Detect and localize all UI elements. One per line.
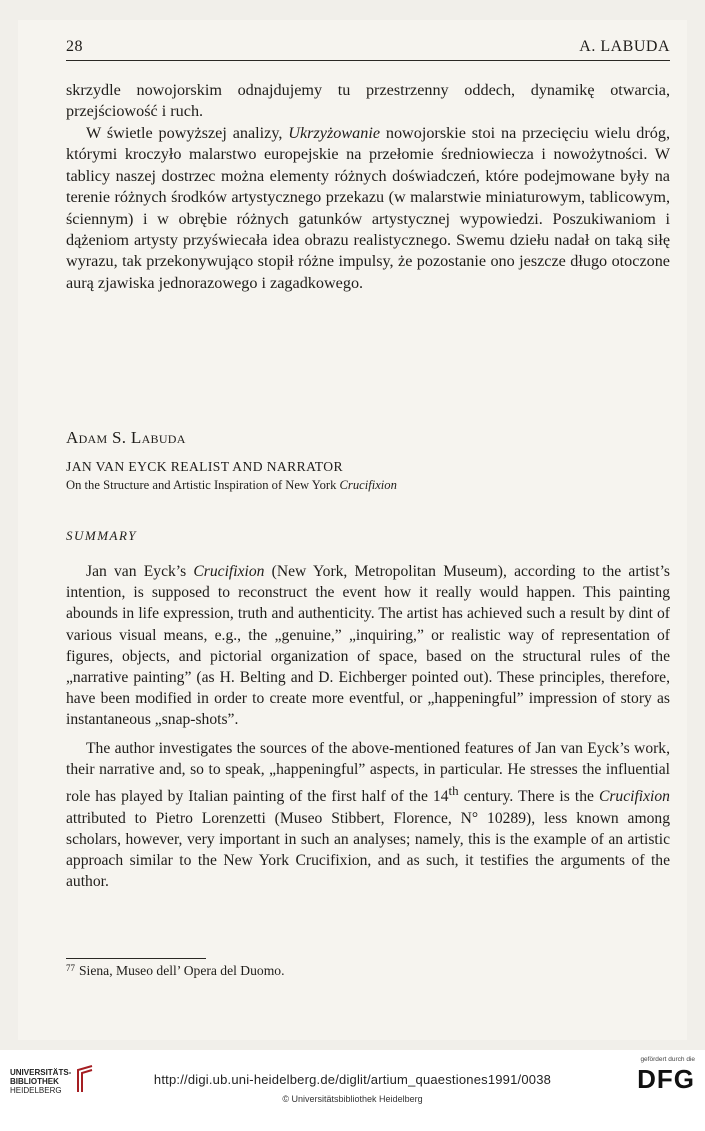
- viewer-footer: [0, 1050, 705, 1131]
- summary-label: SUMMARY: [66, 528, 137, 543]
- page-header: [66, 38, 670, 60]
- footnote-number: 77: [66, 963, 75, 973]
- summary-title: JAN VAN EYCK REALIST AND NARRATOR: [66, 459, 343, 474]
- library-logo: UNIVERSITÄTS- BIBLIOTHEK HEIDELBERG: [10, 1068, 72, 1095]
- polish-paragraph-2: W świetle powyższej analizy, Ukrzyżowanie nowojorskie stoi na przecięciu wielu dróg, którymi kroczyło malarstwo europejskie na przełomie średniowiecza i nowożytności. W tablicy naszej dostrzec można elementy różnych doświadczeń, które podejmowane były na terenie różnych środków artystycznego przekazu (w malarstwie miniaturowym, tablicowym, ściennym) i w obrębie różnych gatunków artystycznej wypowiedzi. Poszukiwaniom i dążeniom artysty przyświecała idea obrazu realistycznego. Swemu dziełu nadał on taką siłę wyrazu, tak przekonywująco stopił różne impulsy, że pozostanie ono jeszcze długo otoczone aurą zjawiska jednorazowego i zagadkowego.: [66, 124, 670, 292]
- footnote-text: Siena, Museo dell’ Opera del Duomo.: [79, 963, 285, 978]
- summary-paragraph-2: The author investigates the sources of the above-mentioned features of Jan van Eyck’s work, their narrative and, so to speak, „happeningful” aspects, in particular. He stresses the influential role has played by Italian painting of the first half of the 14th century. There is the Crucifixion attributed to Pietro Lorenzetti (Museo Stibbert, Florence, N° 10289), less known among scholars, however, very important in such an analyses; namely, this is the example of an artistic approach similar to the New York Crucifixion, and as such, it testifies the arguments of the author.: [66, 740, 670, 891]
- artwork-title: Ukrzyżowanie: [288, 124, 381, 142]
- header-rule: [66, 60, 670, 61]
- dfg-logo: DFG: [637, 1064, 695, 1094]
- summary-subtitle: On the Structure and Artistic Inspiration of New York Crucifixion: [66, 478, 397, 492]
- footnote: [66, 963, 285, 979]
- funded-by-label: gefördert durch die: [640, 1056, 695, 1063]
- summary-paragraph-1: Jan van Eyck’s Crucifixion (New York, Metropolitan Museum), according to the artist’s intention, is supposed to reconstruct the event how it really would happen. This painting abounds in life expression, truth and authenticity. The artist has achieved such a result by dint of various visual means, e.g., the „genuine,” „inquiring,” or realistic way of representation of figures, objects, and pictorial organization of space, based on the structural rules of the „narrative painting” (as H. Belting and D. Eichberger pointed out). These principles, therefore, have been modified in order to create more eventful, or „happeningful” impression of story as instantaneous „snap-shots”.: [66, 563, 670, 729]
- polish-paragraph-1: skrzydle nowojorskim odnajdujemy tu przestrzenny oddech, dynamikę otwarcia, przejściowość i ruch.: [66, 81, 670, 121]
- permalink-url[interactable]: http://digi.ub.uni-heidelberg.de/diglit/artium_quaestiones1991/0038: [153, 1072, 552, 1087]
- copyright-notice: © Universitätsbibliothek Heidelberg: [282, 1094, 423, 1104]
- page-number: 28: [66, 38, 83, 55]
- running-head: A. LABUDA: [579, 38, 670, 55]
- summary-author: Adam S. Labuda: [66, 428, 186, 447]
- footnote-rule: [66, 958, 206, 959]
